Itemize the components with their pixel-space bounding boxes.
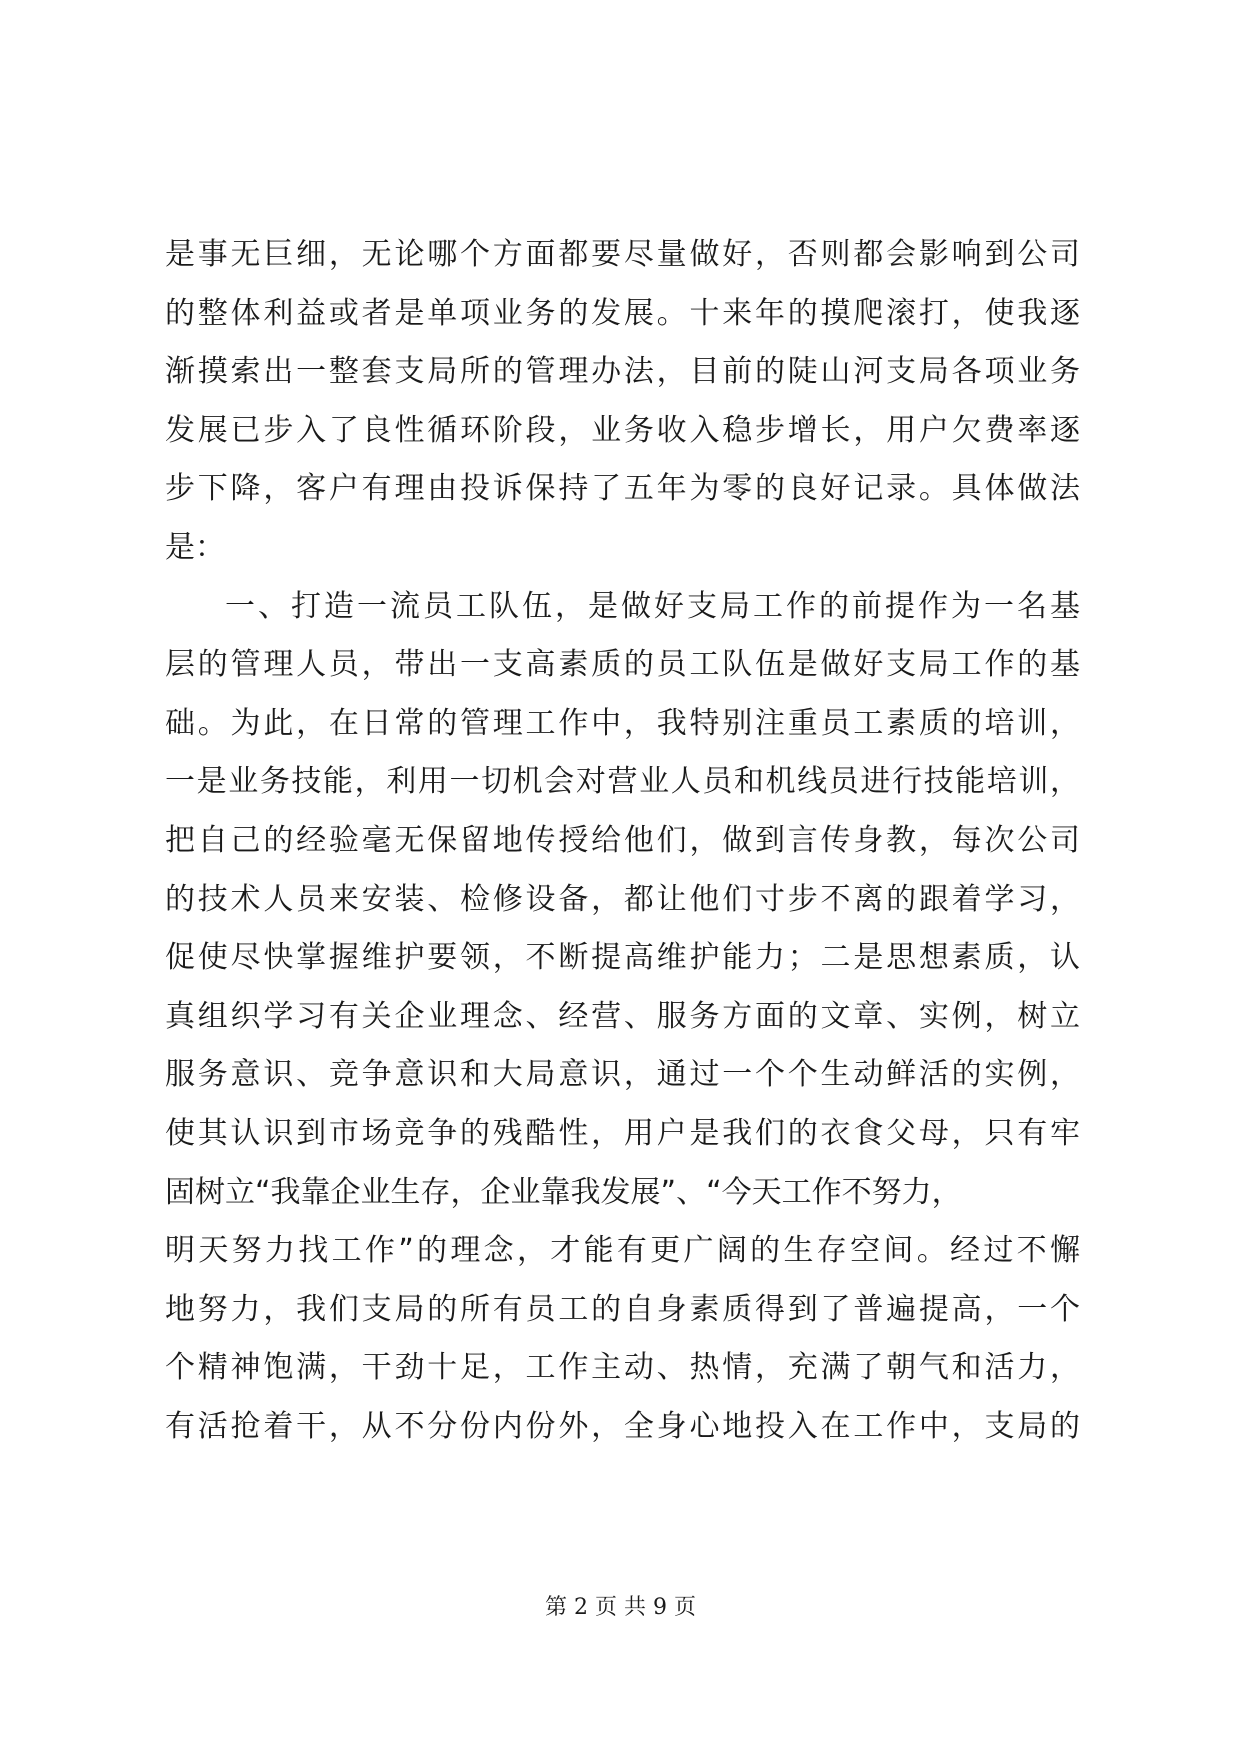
text-line: 一、打造一流员工队伍，是做好支局工作的前提作为一名基: [225, 588, 1080, 624]
text-line: 的整体利益或者是单项业务的发展。十来年的摸爬滚打，使我逐: [165, 295, 1080, 331]
text-line: 有活抢着干，从不分份内份外，全身心地投入在工作中，支局的: [165, 1408, 1080, 1444]
text-line: 把自己的经验毫无保留地传授给他们，做到言传身教，每次公司: [165, 822, 1080, 858]
text-line: 明天努力找工作”的理念，才能有更广阔的生存空间。经过不懈: [165, 1233, 1080, 1269]
page-number-footer: 第 2 页 共 9 页: [545, 1595, 696, 1620]
text-line: 层的管理人员，带出一支高素质的员工队伍是做好支局工作的基: [165, 647, 1080, 683]
text-line: 个精神饱满，干劲十足，工作主动、热情，充满了朝气和活力，: [165, 1350, 1080, 1386]
text-line: 真组织学习有关企业理念、经营、服务方面的文章、实例，树立: [165, 998, 1080, 1034]
text-line: 步下降，客户有理由投诉保持了五年为零的良好记录。具体做法: [165, 471, 1080, 507]
text-line: 础。为此，在日常的管理工作中，我特别注重员工素质的培训，: [165, 705, 1080, 741]
text-line: 是事无巨细，无论哪个方面都要尽量做好，否则都会影响到公司: [165, 237, 1080, 272]
text-line: 促使尽快掌握维护要领，不断提高维护能力；二是思想素质，认: [165, 940, 1080, 976]
text-line: 是：: [165, 529, 225, 565]
text-line: 使其认识到市场竞争的残酷性，用户是我们的衣食父母，只有牢: [165, 1115, 1080, 1151]
text-line: 地努力，我们支局的所有员工的自身素质得到了普遍提高，一个: [165, 1291, 1080, 1327]
text-line: 渐摸索出一整套支局所的管理办法，目前的陡山河支局各项业务: [165, 354, 1080, 390]
text-line: 固树立“我靠企业生存，企业靠我发展”、“今天工作不努力，: [165, 1174, 962, 1210]
text-line: 的技术人员来安装、检修设备，都让他们寸步不离的跟着学习，: [165, 881, 1080, 917]
body-text: [165, 226, 1080, 1456]
text-line: 一是业务技能，利用一切机会对营业人员和机线员进行技能培训，: [165, 764, 1080, 800]
text-line: 发展已步入了良性循环阶段，业务收入稳步增长，用户欠费率逐: [165, 412, 1080, 448]
text-line: 服务意识、竞争意识和大局意识，通过一个个生动鲜活的实例，: [165, 1057, 1080, 1093]
